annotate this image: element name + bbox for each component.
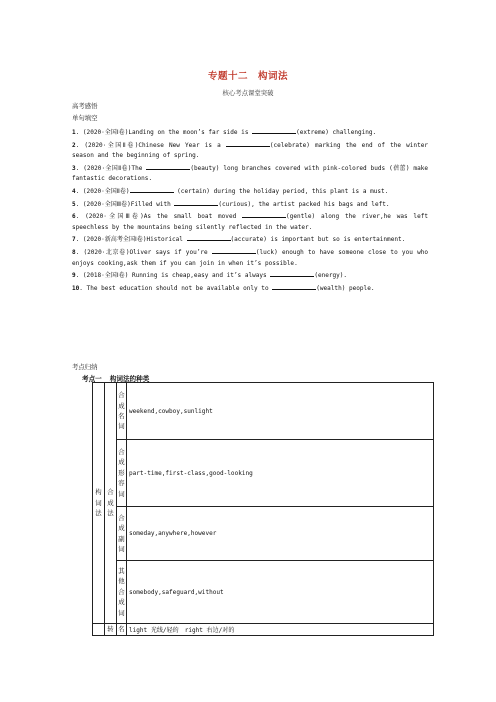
question-text-after: (energy).: [314, 272, 348, 280]
table-type-cell: [117, 561, 127, 624]
question-item: [72, 139, 428, 162]
question-text-before: . (2020·全国Ⅱ卷)The: [75, 164, 147, 172]
table-type-cell: [117, 440, 127, 507]
answer-blank[interactable]: [146, 162, 190, 170]
kp-label: 考点一: [82, 375, 102, 383]
question-text-after: (celebrate) marking the end of the winter season and the beginning of spring.: [72, 141, 428, 160]
table-group-cell: [105, 383, 117, 624]
type-label: 合 成 副 词: [118, 513, 125, 553]
table-type-cell: [117, 383, 127, 440]
answer-blank[interactable]: [242, 210, 286, 218]
question-text-after: (gentle) along the river,he was left speechless by the mountains being silently reflected in the water.: [72, 213, 428, 231]
question-text-after: (certain) during the holiday period, this plant is a must.: [173, 187, 389, 195]
answer-blank[interactable]: [272, 282, 316, 290]
type-label: 合 成 形 容 词: [118, 447, 125, 498]
answer-blank[interactable]: [187, 233, 231, 241]
table-example-cell: somebody,safeguard,without: [127, 561, 434, 624]
question-number: 9: [72, 272, 76, 280]
table-row-derivation: [93, 624, 434, 636]
question-item: [72, 162, 428, 185]
question-item: [72, 126, 428, 139]
answer-blank[interactable]: [226, 139, 270, 147]
question-text-before: . (2018·全国Ⅰ卷) Running is cheap,easy and it’s always: [75, 272, 271, 280]
question-number: 1: [72, 129, 76, 136]
question-item: [72, 269, 428, 282]
question-text-after: (wealth) people.: [316, 284, 375, 292]
derivation-example-cell: light 光线/轻的 right 右边/对的: [127, 624, 434, 636]
derivation-group-cell: 转: [105, 624, 117, 636]
answer-blank[interactable]: [270, 269, 314, 277]
question-item: [72, 210, 428, 233]
section-label-gaokao: 高考感悟: [72, 102, 98, 110]
table-example-cell: someday,anywhere,however: [127, 507, 434, 561]
table-row: [93, 561, 434, 624]
answer-blank[interactable]: [130, 185, 174, 193]
answer-blank[interactable]: [252, 126, 296, 134]
question-text-after: (accurate) is important but so is entertainment.: [230, 236, 406, 244]
question-number: 2: [72, 141, 76, 149]
question-text-before: . The best education should not be available only to: [79, 284, 273, 292]
outer-label: 构 词 法: [95, 488, 102, 518]
question-number: 4: [72, 187, 76, 195]
question-number: 10: [72, 284, 80, 292]
section-label-summary: 考点归纳: [72, 363, 98, 371]
table-type-cell: [117, 507, 127, 561]
table-row: [93, 383, 434, 440]
table-row: [93, 440, 434, 507]
question-list: [72, 126, 428, 294]
question-text-before: . (2020·全国Ⅱ卷)Chinese New Year is a: [75, 141, 226, 149]
type-label: 合 成 名 词: [118, 391, 125, 431]
type-label: 其 他 合 成 词: [118, 566, 125, 617]
table-row: [93, 507, 434, 561]
derivation-sub-cell: 名: [117, 624, 127, 636]
question-text-before: . (2020·北京卷)Oliver says if you’re: [75, 248, 212, 256]
page-subtitle: 核心考点课堂突破: [222, 89, 274, 97]
group-label: 合 成 法: [107, 488, 114, 518]
question-text-before: . (2020·全国Ⅱ卷): [75, 187, 130, 195]
question-item: [72, 282, 428, 295]
page-title: 专题十二 构词法: [207, 71, 288, 82]
question-text-before: . (2020·新高考全国Ⅰ卷)Historical: [75, 236, 187, 244]
answer-blank[interactable]: [212, 246, 256, 254]
question-number: 6: [72, 213, 76, 221]
table-example-cell: weekend,cowboy,sunlight: [127, 383, 434, 440]
question-text-before: . (2020·全国Ⅲ卷)As the small boat moved: [75, 213, 243, 221]
question-number: 8: [72, 248, 76, 256]
word-formation-table: [92, 382, 434, 636]
question-item: [72, 185, 428, 198]
question-text-before: . (2020·全国Ⅲ卷)Filled with: [75, 200, 175, 208]
question-number: 3: [72, 164, 76, 172]
question-item: [72, 246, 428, 269]
kp-title: 构词法的种类: [109, 375, 150, 383]
question-text-after: (extreme) challenging.: [296, 129, 377, 136]
question-text-before: . (2020·全国Ⅰ卷)Landing on the moon’s far side is: [75, 129, 253, 136]
question-text-after: (luck) enough to have someone close to you who enjoys cooking,ask them if you can join in when it’s possible.: [72, 248, 428, 267]
question-number: 5: [72, 200, 76, 208]
section-label-fill: 单句填空: [72, 114, 98, 122]
table-outer-cell: [93, 383, 105, 624]
question-item: [72, 198, 428, 211]
question-item: [72, 233, 428, 246]
question-text-after: (beauty) long branches covered with pink-colored buds (蓓蕾) make fantastic decorations.: [72, 164, 428, 183]
question-number: 7: [72, 236, 76, 244]
table-example-cell: part-time,first-class,good-looking: [127, 440, 434, 507]
question-text-after: (curious), the artist packed his bags and left.: [218, 200, 390, 208]
answer-blank[interactable]: [174, 198, 218, 206]
